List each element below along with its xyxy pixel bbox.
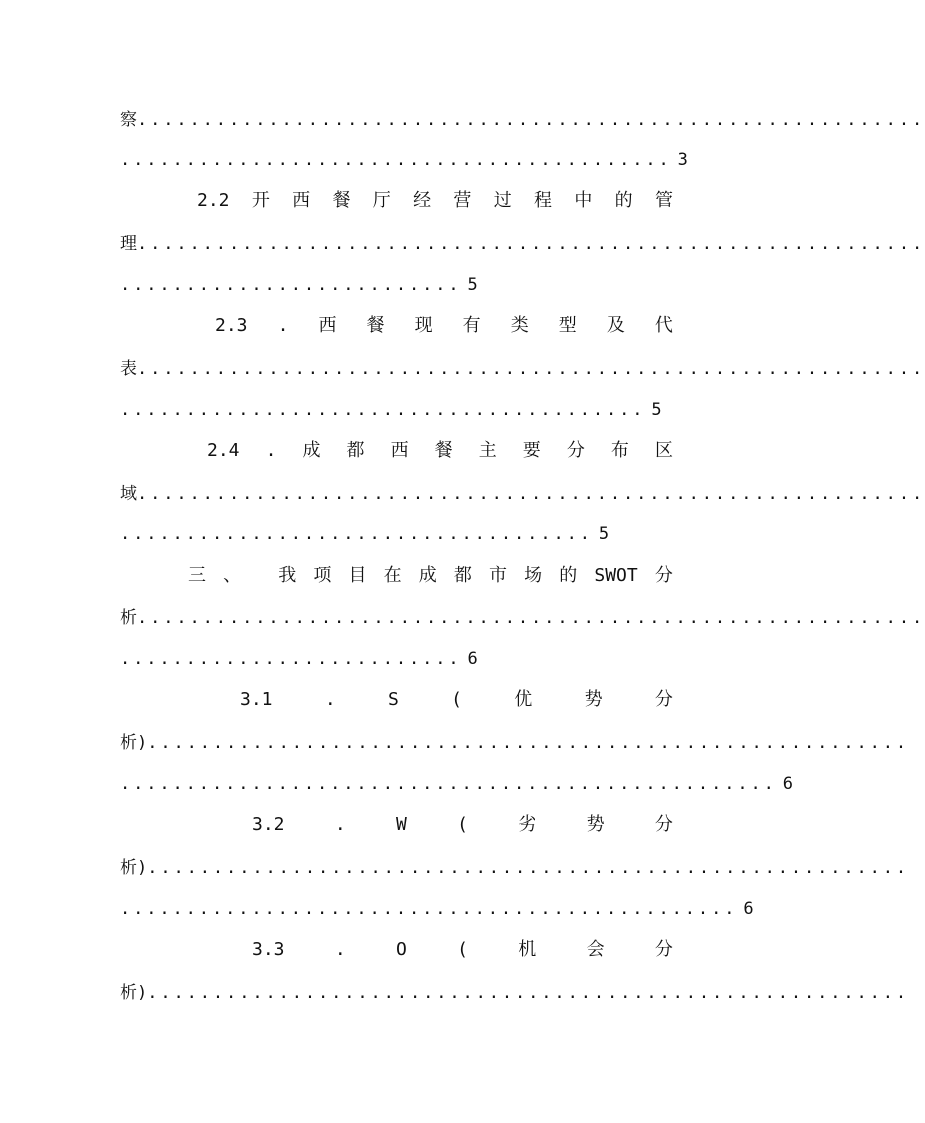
toc-entry-line	[120, 521, 680, 547]
toc-entry-heading	[252, 811, 673, 839]
heading-token: 分	[654, 689, 673, 710]
heading-token: 3.2	[252, 814, 285, 835]
heading-token: 过	[493, 190, 512, 211]
heading-token: 要	[522, 440, 541, 461]
toc-leader-dots: ............................................................	[137, 359, 925, 379]
toc-leader-dots: ............................................................	[137, 110, 925, 130]
heading-token: 优	[514, 689, 533, 710]
heading-token: 西	[318, 315, 337, 336]
toc-leader-dots: ..................................................	[120, 774, 777, 794]
heading-token: 有	[462, 315, 481, 336]
heading-token: SWOT	[594, 565, 638, 586]
heading-token: 成	[418, 565, 437, 586]
heading-token: 餐	[332, 190, 351, 211]
heading-token: (	[451, 689, 462, 710]
heading-token: .	[334, 939, 346, 960]
heading-token: 布	[610, 440, 629, 461]
heading-token: 型	[558, 315, 577, 336]
heading-token: 3.3	[252, 939, 285, 960]
heading-token: 现	[414, 315, 433, 336]
toc-entry-tail: 析)	[120, 983, 148, 1003]
toc-entry-heading	[197, 187, 673, 215]
heading-token: .	[277, 315, 289, 336]
heading-token: 经	[413, 190, 432, 211]
heading-token: .	[334, 814, 346, 835]
toc-leader-dots: ...............................................	[120, 899, 738, 919]
heading-token: 2.3	[215, 315, 248, 336]
toc-entry-tail: 域	[120, 484, 137, 504]
heading-token: 的	[559, 565, 578, 586]
toc-entry-tail: 析)	[120, 858, 148, 878]
heading-token: 市	[489, 565, 507, 586]
heading-token: 2.4	[207, 440, 240, 461]
heading-token: 中	[574, 190, 593, 211]
heading-token: 我	[278, 565, 297, 586]
heading-token: 类	[510, 315, 529, 336]
toc-page-number: 3	[677, 150, 688, 170]
heading-token: 分	[654, 814, 673, 835]
heading-token: 分	[654, 939, 673, 960]
toc-leader-dots: ............................................................	[137, 234, 925, 254]
toc-leader-dots: ..........................................................	[147, 858, 910, 878]
heading-token: 管	[654, 190, 673, 211]
heading-token: 2.2	[197, 190, 230, 211]
toc-entry-line	[120, 397, 680, 423]
heading-token: 场	[524, 565, 543, 586]
toc-page-number: 6	[743, 899, 754, 919]
heading-token: 会	[586, 939, 605, 960]
toc-entry-line	[120, 855, 910, 881]
toc-entry-tail: 析)	[120, 733, 148, 753]
toc-entry-line	[120, 771, 793, 797]
heading-token: 势	[584, 689, 603, 710]
toc-entry-line	[120, 896, 754, 922]
toc-leader-dots: ..........................	[120, 649, 462, 669]
heading-token: 劣	[518, 814, 537, 835]
heading-token: 主	[478, 440, 497, 461]
heading-token: 在	[383, 565, 402, 586]
toc-entry-heading	[252, 936, 673, 964]
toc-leader-dots: ....................................	[120, 524, 593, 544]
heading-token: 西	[390, 440, 409, 461]
heading-token: 都	[346, 440, 365, 461]
heading-token: 厅	[372, 190, 391, 211]
heading-token: 势	[586, 814, 605, 835]
toc-entry-line	[120, 147, 688, 173]
toc-page-number: 5	[467, 275, 478, 295]
toc-entry-line	[120, 107, 925, 133]
heading-token: S	[387, 689, 399, 710]
toc-leader-dots: ............................................................	[137, 484, 925, 504]
heading-token: (	[457, 814, 468, 835]
heading-token: 代	[654, 315, 673, 336]
toc-entry-heading	[188, 562, 673, 590]
heading-token: 都	[453, 565, 472, 586]
toc-entry-tail: 析	[120, 608, 137, 628]
heading-token: 3.1	[240, 689, 273, 710]
toc-entry-line	[120, 730, 910, 756]
heading-token: 程	[534, 190, 553, 211]
toc-page-number: 5	[651, 400, 662, 420]
heading-token: .	[324, 689, 336, 710]
toc-leader-dots: ........................................	[120, 400, 646, 420]
toc-page-number: 6	[467, 649, 478, 669]
heading-token: 分	[654, 565, 673, 586]
toc-entry-line	[120, 231, 925, 257]
toc-leader-dots: ..........................................	[120, 150, 672, 170]
heading-token: 区	[654, 440, 673, 461]
toc-leader-dots: ..........................................................	[147, 733, 910, 753]
heading-token: 、	[223, 565, 242, 586]
heading-token: O	[395, 939, 407, 960]
toc-leader-dots: ..........................................................	[147, 983, 910, 1003]
heading-token: 项	[313, 565, 332, 586]
toc-leader-dots: ..........................	[120, 275, 462, 295]
toc-entry-heading	[240, 686, 673, 714]
toc-page-number: 6	[782, 774, 793, 794]
heading-token: 及	[606, 315, 625, 336]
heading-token: 目	[348, 565, 367, 586]
heading-token: 机	[518, 939, 537, 960]
heading-token: (	[457, 939, 468, 960]
toc-entry-line	[120, 356, 925, 382]
toc-entry-line	[120, 481, 925, 507]
heading-token: 三	[188, 565, 206, 586]
toc-entry-line	[120, 272, 680, 298]
toc-entry-line	[120, 980, 910, 1006]
heading-token: 成	[302, 440, 321, 461]
toc-entry-heading	[207, 437, 673, 465]
heading-token: 的	[614, 190, 633, 211]
heading-token: W	[395, 814, 407, 835]
toc-entry-line	[120, 605, 925, 631]
heading-token: 西	[292, 190, 311, 211]
heading-token: 分	[566, 440, 585, 461]
heading-token: .	[265, 440, 277, 461]
toc-entry-heading	[215, 312, 673, 340]
toc-page-number: 5	[598, 524, 610, 544]
toc-entry-tail: 察	[120, 110, 137, 130]
heading-token: 餐	[366, 315, 385, 336]
toc-entry-line	[120, 646, 680, 672]
heading-token: 营	[453, 190, 472, 211]
toc-entry-tail: 表	[120, 359, 137, 379]
heading-token: 餐	[434, 440, 453, 461]
toc-leader-dots: ............................................................	[137, 608, 925, 628]
toc-entry-tail: 理	[120, 234, 137, 254]
heading-token: 开	[251, 190, 270, 211]
